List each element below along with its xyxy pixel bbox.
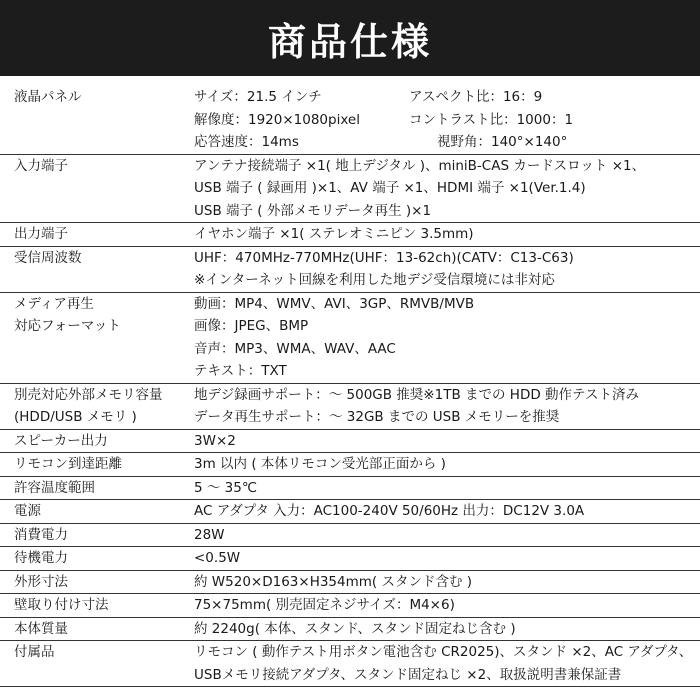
spec-label — [0, 524, 180, 547]
spec-value — [180, 594, 700, 617]
spec-value-line: リモコン ( 動作テスト用ボタン電池含む CR2025)、スタンド ×2、AC アダプタ、 — [194, 644, 693, 660]
spec-label — [0, 293, 180, 383]
spec-value-line: 約 W520×D163×H354mm( スタンド含む ) — [194, 573, 473, 590]
page-title: 商品仕様 — [267, 19, 432, 64]
spec-value — [180, 293, 700, 383]
spec-value — [180, 641, 700, 686]
spec-label — [0, 477, 180, 500]
spec-label-line: 出力端子 — [14, 226, 68, 242]
spec-value-line: サイズ：21.5 インチ — [194, 89, 322, 105]
spec-value-line: 約 2240g( 本体、スタンド、スタンド固定ねじ含む ) — [194, 620, 516, 637]
spec-row — [0, 223, 700, 247]
spec-label-line: 付属品 — [14, 644, 55, 660]
spec-row — [0, 293, 700, 384]
spec-value-line: アスペクト比：16：9 — [409, 89, 543, 105]
spec-label-line: 対応フォーマット — [14, 318, 121, 334]
spec-label-line: 消費電力 — [14, 526, 68, 543]
spec-value — [180, 155, 700, 223]
spec-value — [180, 524, 700, 547]
spec-value — [180, 500, 700, 523]
spec-value-line: 地デジ録画サポート：～ 500GB 推奨※1TB までの HDD 動作テスト済み — [194, 386, 639, 403]
spec-row — [0, 430, 700, 454]
spec-value — [180, 477, 700, 500]
spec-value — [180, 384, 700, 429]
spec-value-line: USB 端子 ( 外部メモリデータ再生 )×1 — [194, 202, 432, 219]
spec-label — [0, 571, 180, 594]
spec-label-line: (HDD/USB メモリ ) — [14, 409, 137, 425]
spec-label — [0, 86, 180, 154]
spec-value-line: 音声：MP3、WMA、WAV、AAC — [194, 340, 396, 357]
spec-label-line: 入力端子 — [14, 157, 68, 174]
spec-value — [180, 618, 700, 641]
spec-value-line: 5 ～ 35℃ — [194, 479, 258, 496]
page-header — [0, 0, 700, 76]
spec-value — [180, 247, 700, 292]
spec-label — [0, 453, 180, 476]
spec-value-line: USBメモリ接続アダプタ、スタンド固定ねじ ×2、取扱説明書兼保証書 — [194, 666, 622, 683]
spec-value-line: アンテナ接続端子 ×1( 地上デジタル )、miniB-CAS カードスロット ×1、 — [194, 157, 646, 174]
spec-label-line: リモコン到達距離 — [14, 456, 122, 472]
spec-value-line: データ再生サポート：～ 32GB までの USB メモリーを推奨 — [194, 409, 560, 425]
spec-value-line: 3W×2 — [194, 432, 236, 449]
spec-table — [0, 76, 700, 687]
spec-label-line: 液晶パネル — [14, 89, 82, 105]
spec-value-line: イヤホン端子 ×1( ステレオミニピン 3.5mm) — [194, 226, 474, 242]
spec-label-line: 本体質量 — [14, 620, 68, 637]
spec-label — [0, 641, 180, 686]
spec-value-line: 3m 以内 ( 本体リモコン受光部正面から ) — [194, 456, 446, 472]
spec-row — [0, 477, 700, 501]
spec-value-line: 画像：JPEG、BMP — [194, 318, 309, 334]
spec-label-line: メディア再生 — [14, 295, 94, 312]
spec-label — [0, 430, 180, 453]
spec-row — [0, 500, 700, 524]
spec-row — [0, 247, 700, 293]
spec-label — [0, 155, 180, 223]
spec-label-line: 電源 — [14, 503, 41, 519]
spec-label — [0, 384, 180, 429]
spec-value-line: USB 端子 ( 録画用 )×1、AV 端子 ×1、HDMI 端子 ×1(Ver.1.4) — [194, 180, 586, 196]
spec-row — [0, 453, 700, 477]
spec-value-line: 動画：MP4、WMV、AVI、3GP、RMVB/MVB — [194, 295, 475, 312]
spec-row — [0, 384, 700, 430]
spec-label-line: 壁取り付け寸法 — [14, 597, 109, 613]
spec-row — [0, 618, 700, 642]
spec-value-line: 28W — [194, 526, 225, 543]
spec-value-line: 解像度：1920×1080pixel — [194, 111, 360, 128]
spec-label-line: 外形寸法 — [14, 573, 68, 590]
spec-row — [0, 594, 700, 618]
spec-row — [0, 641, 700, 687]
spec-row — [0, 86, 700, 155]
spec-label — [0, 618, 180, 641]
spec-value-line: ※インターネット回線を利用した地デジ受信環境には非対応 — [194, 272, 555, 288]
spec-label-line: 受信周波数 — [14, 249, 82, 266]
spec-value-line: <0.5W — [194, 550, 241, 566]
spec-value — [180, 430, 700, 453]
spec-label — [0, 547, 180, 570]
spec-value — [180, 571, 700, 594]
spec-row — [0, 155, 700, 224]
spec-label-line: 待機電力 — [14, 550, 68, 566]
spec-value-line: AC アダプタ 入力：AC100-240V 50/60Hz 出力：DC12V 3.0A — [194, 503, 585, 519]
spec-value-line: コントラスト比：1000：1 — [409, 111, 574, 128]
spec-label — [0, 223, 180, 246]
spec-value — [180, 453, 700, 476]
spec-value-line: UHF：470MHz-770MHz(UHF：13-62ch)(CATV：C13-C63) — [194, 249, 574, 266]
spec-value — [180, 86, 700, 154]
spec-row — [0, 547, 700, 571]
spec-label — [0, 500, 180, 523]
spec-label — [0, 594, 180, 617]
spec-value-line: 視野角：140°×140° — [437, 134, 568, 150]
spec-label-line: 許容温度範囲 — [14, 479, 95, 496]
spec-value — [180, 223, 700, 246]
spec-label-line: 別売対応外部メモリ容量 — [14, 386, 163, 403]
spec-label-line: スピーカー出力 — [14, 432, 108, 449]
spec-value-line: 応答速度：14ms — [194, 134, 299, 150]
spec-label — [0, 247, 180, 292]
spec-row — [0, 571, 700, 595]
spec-row — [0, 524, 700, 548]
spec-value — [180, 547, 700, 570]
spec-value-line: 75×75mm( 別売固定ネジサイズ：M4×6) — [194, 597, 455, 613]
spec-value-line: テキスト：TXT — [194, 363, 287, 379]
